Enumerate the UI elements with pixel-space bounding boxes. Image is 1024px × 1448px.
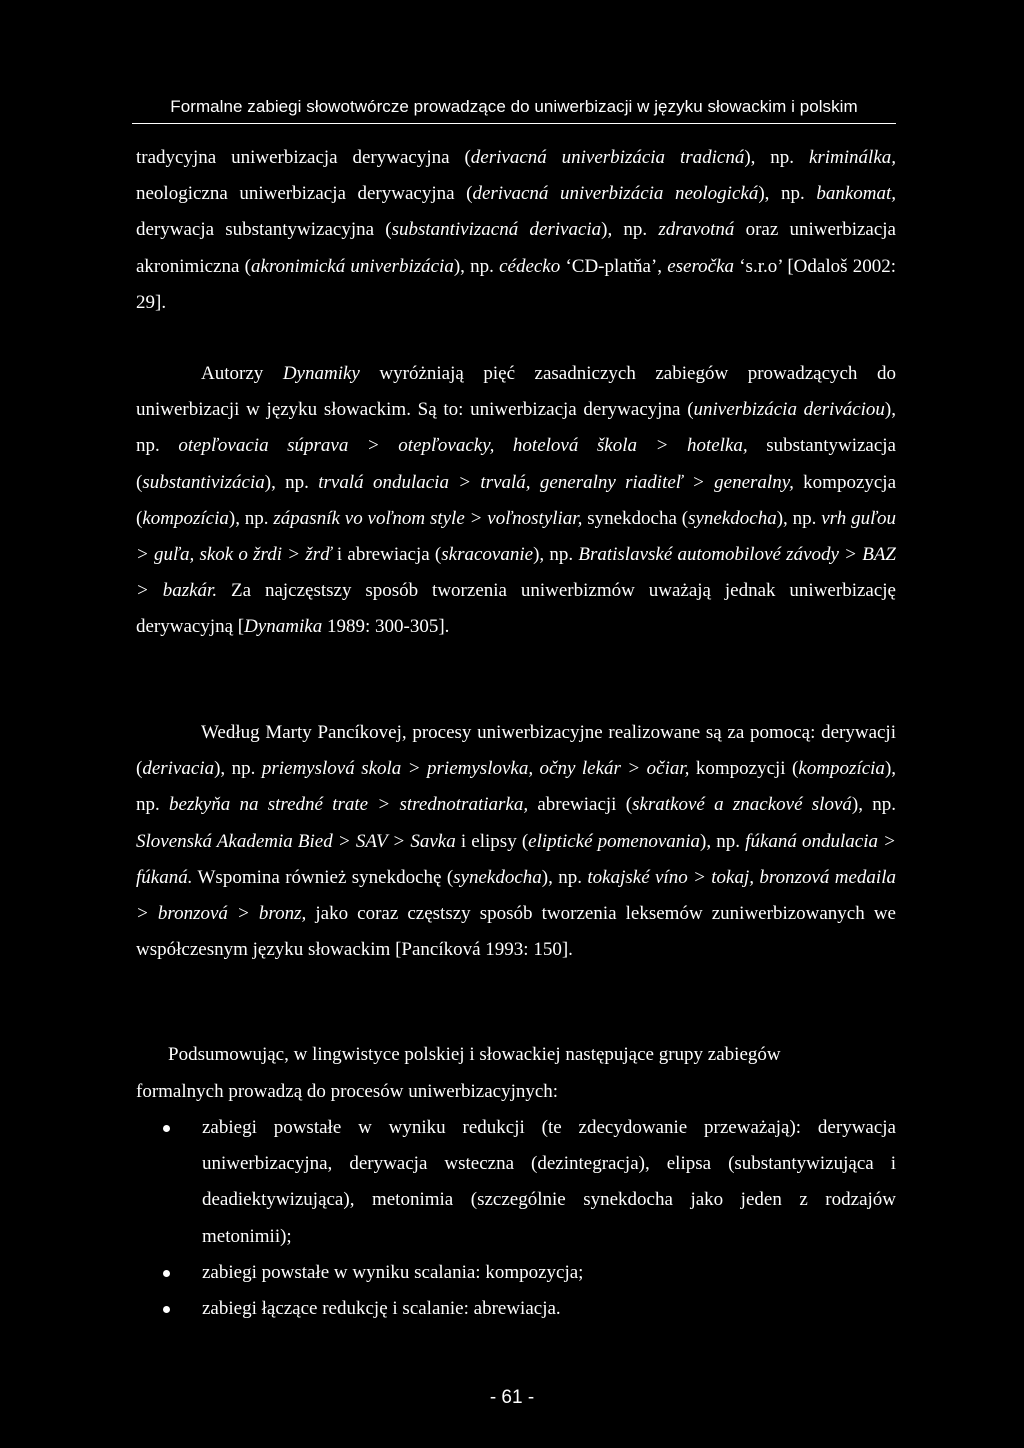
paragraph-4-line-1: Podsumowując, w lingwistyce polskiej i słowackiej następujące grupy zabiegów (168, 1044, 781, 1065)
list-item: zabiegi powstałe w wyniku scalania: kompozycja; (136, 1255, 896, 1291)
header-rule (132, 123, 896, 124)
paragraph-4-line-2: formalnych prowadzą do procesów uniwerbizacyjnych: (136, 1081, 559, 1102)
summary-list (136, 1110, 896, 1327)
running-header: Formalne zabiegi słowotwórcze prowadzące do uniwerbizacji w języku słowackim i polskim (170, 97, 858, 116)
bullet-icon (163, 1306, 170, 1313)
paragraph-3: Według Marty Pancíkovej, procesy uniwerbizacyjne realizowane są za pomocą: derywacji (derivacia), np. priemyslová skola > priemyslovka, očny lekár > očiar, kompozycji (kompozícia), np. bezkyňa na stredné trate > strednotratiarka, abrewiacji (skratkové a znackové slová), np. Slovenská Akademia Bied > SAV > Savka i elipsy (eliptické pomenovania), np. fúkaná ondulacia > fúkaná. Wspomina również synekdochę (synekdocha), np. tokajské víno > tokaj, bronzová medaila > bronzová > bronz, jako coraz częstszy sposób tworzenia leksemów zuniwerbizowanych we współczesnym języku słowackim [Pancíková 1993: 150]. (136, 722, 897, 961)
bullet-icon (163, 1270, 170, 1277)
list-item: zabiegi powstałe w wyniku redukcji (te zdecydowanie przeważają): derywacja uniwerbizacyjna, derywacja wsteczna (dezintegracja), elipsa (substantywizująca i deadiektywizująca), metonimia (szczególnie synekdocha jako jeden z rodzajów metonimii); (136, 1110, 896, 1255)
bullet-icon (163, 1125, 170, 1132)
page-number: - 61 - (489, 1387, 535, 1408)
paragraph-1: tradycyjna uniwerbizacja derywacyjna (derivacná univerbizácia tradicná), np. kriminálka, neologiczna uniwerbizacja derywacyjna (derivacná univerbizácia neologická), np. bankomat, derywacja substantywizacyjna (substantivizacná derivacia), np. zdravotná oraz uniwerbizacja akronimiczna (akronimická univerbizácia), np. cédecko ‘CD-platňa’, eseročka ‘s.r.o’ [Odaloš 2002: 29]. (136, 147, 897, 313)
list-item: zabiegi łączące redukcję i scalanie: abrewiacja. (136, 1291, 896, 1327)
paragraph-2: Autorzy Dynamiky wyróżniają pięć zasadniczych zabiegów prowadzących do uniwerbizacji w języku słowackim. Są to: uniwerbizacja derywacyjna (univerbizácia deriváciou), np. otepľovacia súprava > otepľovacky, hotelová škola > hotelka, substantywizacja (substantivizácia), np. trvalá ondulacia > trvalá, generalny riaditeľ > generalny, kompozycja (kompozícia), np. zápasník vo voľnom style > voľnostyliar, synekdocha (synekdocha), np. vrh guľou > guľa, skok o žrdi > žrď i abrewiacja (skracovanie), np. Bratislavské automobilové závody > BAZ > bazkár. Za najczęstszy sposób tworzenia uniwerbizmów uważają jednak uniwerbizację derywacyjną [Dynamika 1989: 300-305]. (136, 363, 897, 638)
